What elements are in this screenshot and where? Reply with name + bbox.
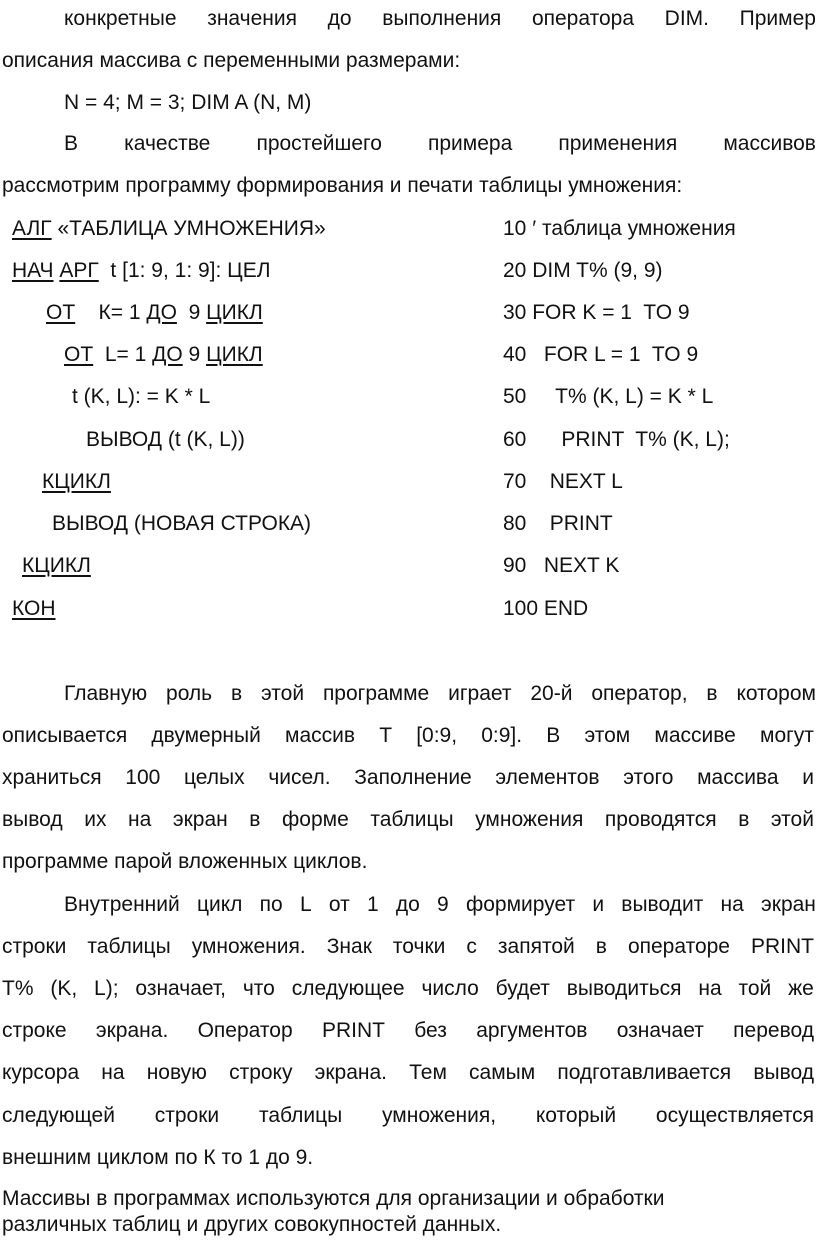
intro-line-4: В качестве простейшего примера применения массивов [64, 132, 816, 155]
final-line-1: Массивы в программах используются для организации и обработки [2, 1187, 665, 1210]
para1-line-5: программе парой вложенных циклов. [2, 850, 368, 873]
alg-line-9: КЦИКЛ [22, 554, 91, 577]
alg-line-8: ВЫВОД (НОВАЯ СТРОКА) [52, 512, 312, 535]
para2-line-5: курсора на новую строку экрана. Тем самым подготавливается вывод [2, 1061, 814, 1084]
alg-line-6: ВЫВОД (t (K, L)) [86, 428, 245, 451]
basic-line-8: 80 PRINT [503, 512, 613, 535]
basic-line-3: 30 FOR K = 1 TO 9 [503, 301, 690, 324]
para2-line-2: строки таблицы умножения. Знак точки с запятой в операторе PRINT [2, 935, 814, 958]
alg-line-7: КЦИКЛ [42, 470, 111, 493]
para2-line-7: внешним циклом по К то 1 до 9. [2, 1146, 314, 1169]
basic-line-1: 10 ′ таблица умножения [503, 217, 736, 240]
basic-line-4: 40 FOR L = 1 TO 9 [503, 343, 699, 366]
para1-line-2: описывается двумерный массив Т [0:9, 0:9]. В этом массиве могут [2, 724, 814, 747]
intro-line-1: конкретные значения до выполнения оператора DIM. Пример [64, 7, 816, 30]
para1-line-3: храниться 100 целых чисел. Заполнение элементов этого массива и [2, 766, 814, 789]
para2-line-4: строке экрана. Оператор PRINT без аргументов означает перевод [2, 1019, 814, 1042]
basic-line-9: 90 NEXT K [503, 554, 620, 577]
alg-line-2: НАЧ АРГ t [1: 9, 1: 9]: ЦЕЛ [12, 259, 271, 282]
intro-line-5: рассмотрим программу формирования и печати таблицы умножения: [2, 174, 683, 197]
basic-line-6: 60 PRINT T% (K, L); [503, 428, 730, 451]
alg-line-10: КОН [12, 597, 56, 620]
para1-line-4: вывод их на экран в форме таблицы умножения проводятся в этой [2, 808, 814, 831]
intro-line-2: описания массива с переменными размерами: [2, 49, 461, 72]
para2-line-3: T% (K, L); означает, что следующее число будет выводиться на той же [2, 977, 814, 1000]
basic-line-10: 100 END [503, 597, 589, 620]
alg-line-4: ОТ L= 1 ДО 9 ЦИКЛ [64, 343, 263, 366]
alg-line-1: АЛГ «ТАБЛИЦА УМНОЖЕНИЯ» [12, 217, 326, 240]
intro-line-3: N = 4; M = 3; DIM A (N, M) [64, 91, 312, 114]
basic-line-5: 50 T% (K, L) = K * L [503, 385, 714, 408]
basic-line-7: 70 NEXT L [503, 470, 623, 493]
para2-line-6: следующей строки таблицы умножения, который осуществляется [2, 1104, 814, 1127]
alg-line-3: ОТ К= 1 ДО 9 ЦИКЛ [46, 301, 263, 324]
basic-line-2: 20 DIM T% (9, 9) [503, 259, 663, 282]
final-line-2: различных таблиц и других совокупностей данных. [2, 1213, 502, 1236]
para2-line-1: Внутренний цикл по L от 1 до 9 формирует и выводит на экран [64, 893, 816, 916]
para1-line-1: Главную роль в этой программе играет 20-й оператор, в котором [64, 682, 816, 705]
alg-line-5: t (K, L): = K * L [72, 385, 211, 408]
